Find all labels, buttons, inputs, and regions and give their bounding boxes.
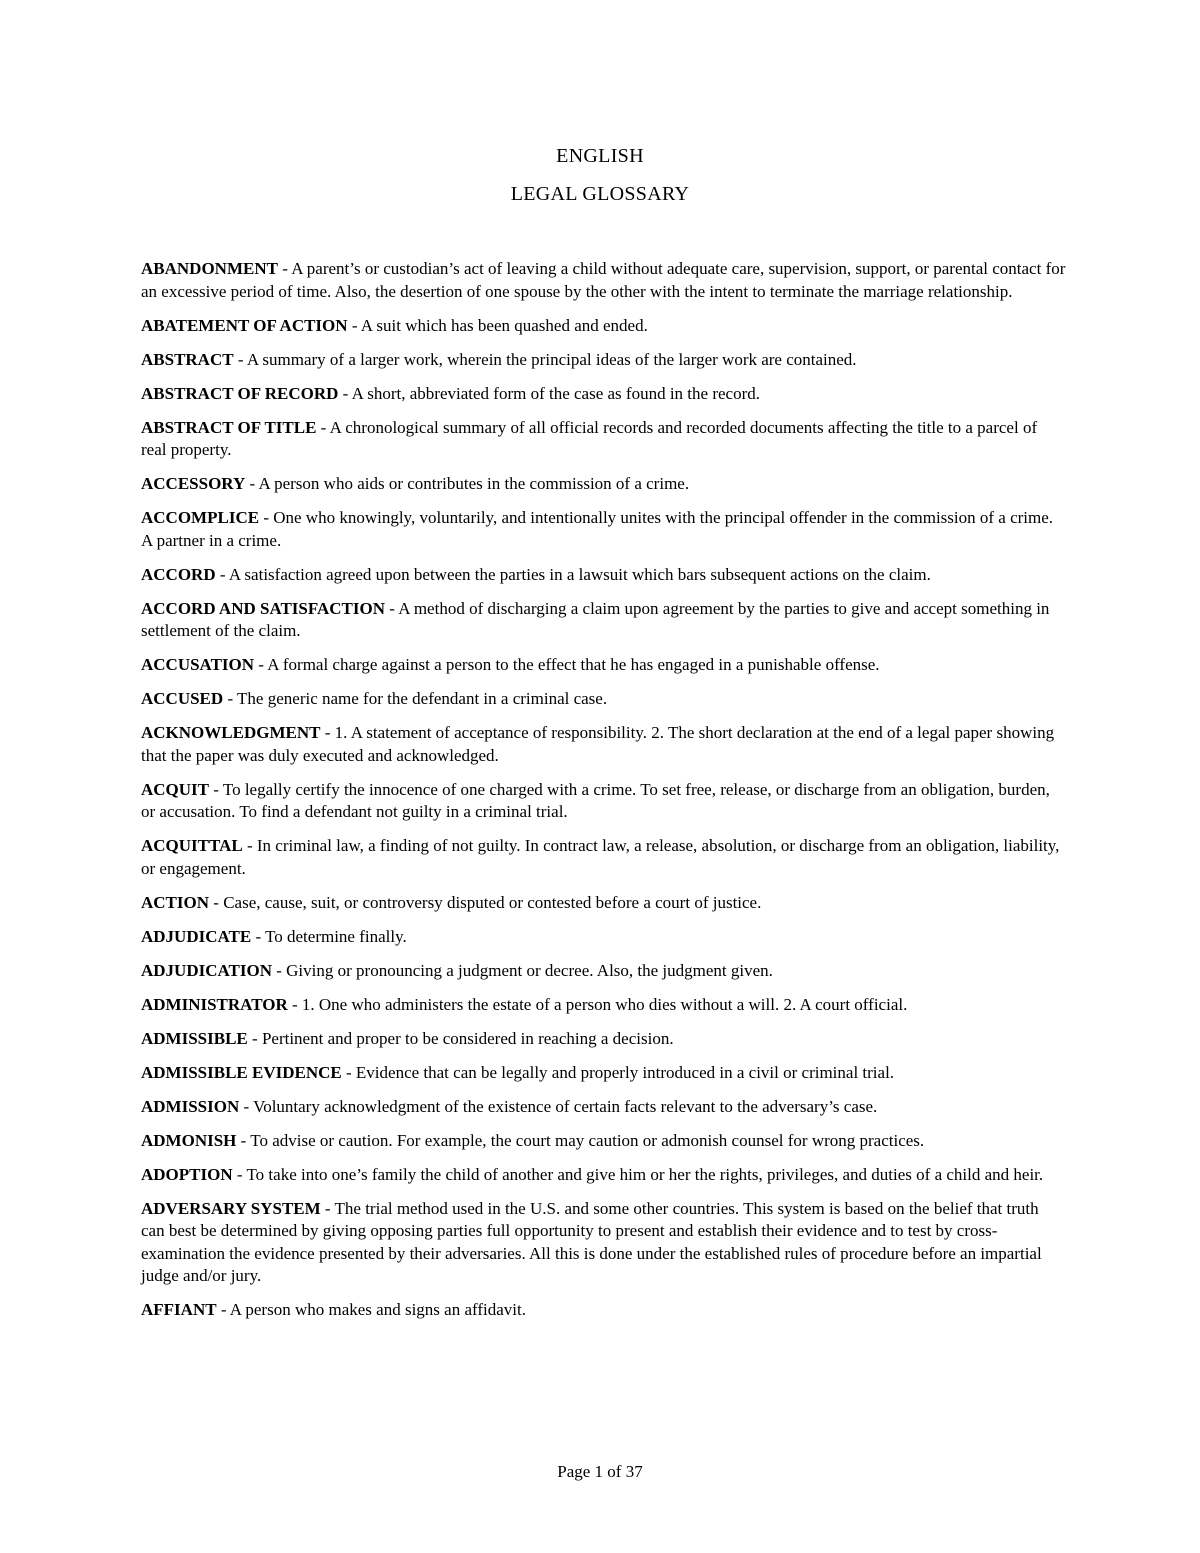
glossary-definition: A method of discharging a claim upon agreement by the parties to give and accept something in settlement of the claim. — [141, 598, 1050, 640]
glossary-term: ACCUSED — [141, 689, 224, 708]
glossary-term: ADMISSION — [141, 1096, 240, 1116]
glossary-definition: To take into one’s family the child of another and give him or her the rights, privileges, and duties of a child and heir. — [246, 1164, 1044, 1184]
glossary-term: ACQUITTAL — [141, 836, 243, 855]
glossary-definition: A parent’s or custodian’s act of leaving a child without adequate care, supervision, support, or parental contact for an excessive period of time. Also, the desertion of one spouse by the other with the intent to terminate the marriage relationship. — [141, 259, 1066, 301]
glossary-entry — [141, 960, 1066, 983]
glossary-term: ACCESSORY — [141, 474, 246, 493]
glossary-entry — [141, 1130, 1066, 1153]
glossary-term: ACKNOWLEDGMENT — [141, 723, 321, 742]
glossary-entry — [141, 383, 1066, 406]
glossary-definition: To determine finally. — [265, 926, 407, 946]
term-separator: - — [271, 960, 287, 980]
term-separator: - — [242, 836, 257, 855]
glossary-term: ACCORD — [141, 564, 216, 584]
glossary-definition: A person who aids or contributes in the commission of a crime. — [258, 474, 690, 493]
glossary-definition: The trial method used in the U.S. and some other countries. This system is based on the belief that truth can best be determined by giving opposing parties full opportunity to present and establish their evidence and to test by cross-examination the evidence presented by their adversaries. All this is done under the established rules of procedure before an impartial judge and/or jury. — [141, 1198, 1042, 1285]
glossary-term: ABATEMENT OF ACTION — [141, 315, 348, 335]
glossary-definition: The generic name for the defendant in a criminal case. — [237, 689, 608, 708]
term-separator: - — [338, 383, 352, 403]
glossary-entry — [141, 722, 1066, 767]
glossary-definition: 1. One who administers the estate of a person who dies without a will. 2. A court official. — [301, 994, 908, 1014]
glossary-term: ADJUDICATE — [141, 926, 252, 946]
glossary-entry — [141, 258, 1066, 303]
term-separator: - — [254, 655, 268, 674]
glossary-definition: Giving or pronouncing a judgment or decree. Also, the judgment given. — [286, 960, 773, 980]
term-separator: - — [259, 508, 274, 527]
term-separator: - — [216, 1300, 230, 1319]
glossary-definition: A person who makes and signs an affidavit. — [229, 1300, 526, 1319]
glossary-term: ABSTRACT OF RECORD — [141, 383, 339, 403]
page-number: Page 1 of 37 — [557, 1462, 643, 1481]
term-separator: - — [320, 1198, 335, 1218]
term-separator: - — [223, 689, 238, 708]
term-separator: - — [251, 926, 266, 946]
glossary-definition: A short, abbreviated form of the case as found in the record. — [351, 383, 760, 403]
term-separator: - — [316, 417, 330, 437]
glossary-entry — [141, 564, 1066, 587]
glossary-term: ABSTRACT — [141, 349, 234, 369]
glossary-definition: A summary of a larger work, wherein the principal ideas of the larger work are contained. — [246, 349, 857, 369]
title-line-english: ENGLISH — [556, 145, 644, 167]
glossary-definition: Pertinent and proper to be considered in reaching a decision. — [261, 1028, 674, 1048]
term-separator: - — [239, 1096, 254, 1116]
glossary-definition: Voluntary acknowledgment of the existence of certain facts relevant to the adversary’s case. — [253, 1096, 878, 1116]
glossary-entry — [141, 835, 1066, 880]
term-separator: - — [347, 315, 361, 335]
term-separator: - — [232, 1164, 247, 1184]
glossary-entry — [141, 779, 1066, 824]
glossary-definition: In criminal law, a finding of not guilty. In contract law, a release, absolution, or discharge from an obligation, liability, or engagement. — [141, 836, 1060, 878]
glossary-entry — [141, 1198, 1066, 1288]
glossary-entry — [141, 507, 1066, 552]
glossary-entry — [141, 315, 1066, 338]
glossary-entry — [141, 598, 1066, 643]
document-title — [0, 142, 1200, 218]
term-separator: - — [236, 1130, 251, 1150]
glossary-entry — [141, 349, 1066, 372]
glossary-definition: To legally certify the innocence of one charged with a crime. To set free, release, or discharge from an obligation, burden, or accusation. To find a defendant not guilty in a criminal trial. — [141, 779, 1050, 821]
glossary-definition: One who knowingly, voluntarily, and intentionally unites with the principal offender in the commission of a crime. A partner in a crime. — [141, 508, 1054, 550]
glossary-entry — [141, 1062, 1066, 1085]
glossary-definition: A satisfaction agreed upon between the parties in a lawsuit which bars subsequent actions on the claim. — [228, 564, 931, 584]
glossary-entry — [141, 417, 1066, 462]
glossary-entry — [141, 473, 1066, 496]
glossary-term: ACTION — [141, 892, 210, 912]
glossary-definition: Case, cause, suit, or controversy disputed or contested before a court of justice. — [223, 892, 762, 912]
glossary-definition: A chronological summary of all official records and recorded documents affecting the title to a parcel of real property. — [141, 417, 1038, 459]
glossary-term: ABSTRACT OF TITLE — [141, 417, 317, 437]
glossary-term: ADMISSIBLE EVIDENCE — [141, 1062, 342, 1082]
term-separator: - — [287, 994, 302, 1014]
glossary-entry — [141, 994, 1066, 1017]
glossary-term: ADVERSARY SYSTEM — [141, 1198, 321, 1218]
term-separator: - — [320, 723, 335, 742]
glossary-term: ADMISSIBLE — [141, 1028, 248, 1048]
glossary-definition: A formal charge against a person to the effect that he has engaged in a punishable offense. — [267, 655, 880, 674]
glossary-entry — [141, 654, 1066, 677]
glossary-definition: 1. A statement of acceptance of responsibility. 2. The short declaration at the end of a legal paper showing that the paper was duly executed and acknowledged. — [141, 723, 1055, 765]
glossary-definition: Evidence that can be legally and properly introduced in a civil or criminal trial. — [355, 1062, 895, 1082]
glossary-term: ACQUIT — [141, 779, 210, 799]
glossary-entry — [141, 892, 1066, 915]
term-separator: - — [341, 1062, 356, 1082]
glossary-entry — [141, 688, 1066, 711]
glossary-entry — [141, 1299, 1066, 1322]
term-separator: - — [215, 564, 229, 584]
term-separator: - — [385, 598, 399, 618]
glossary-term: ACCOMPLICE — [141, 508, 260, 527]
glossary-term: ADJUDICATION — [141, 960, 272, 980]
term-separator: - — [209, 892, 224, 912]
glossary-definition: A suit which has been quashed and ended. — [360, 315, 648, 335]
glossary-entry — [141, 1096, 1066, 1119]
term-separator: - — [233, 349, 247, 369]
glossary-term: ACCORD AND SATISFACTION — [141, 598, 386, 618]
term-separator: - — [209, 779, 223, 799]
glossary-term: ACCUSATION — [141, 655, 255, 674]
glossary-term: ADMINISTRATOR — [141, 994, 288, 1014]
term-separator: - — [247, 1028, 262, 1048]
term-separator: - — [245, 474, 259, 493]
title-line-legal-glossary: LEGAL GLOSSARY — [510, 183, 690, 205]
glossary-list — [141, 258, 1066, 1333]
glossary-term: ADMONISH — [141, 1130, 237, 1150]
glossary-term: ABANDONMENT — [141, 259, 278, 278]
glossary-definition: To advise or caution. For example, the court may caution or admonish counsel for wrong practices. — [250, 1130, 925, 1150]
glossary-entry — [141, 926, 1066, 949]
glossary-term: AFFIANT — [141, 1300, 217, 1319]
glossary-entry — [141, 1028, 1066, 1051]
term-separator: - — [277, 259, 292, 278]
glossary-term: ADOPTION — [141, 1164, 233, 1184]
glossary-entry — [141, 1164, 1066, 1187]
